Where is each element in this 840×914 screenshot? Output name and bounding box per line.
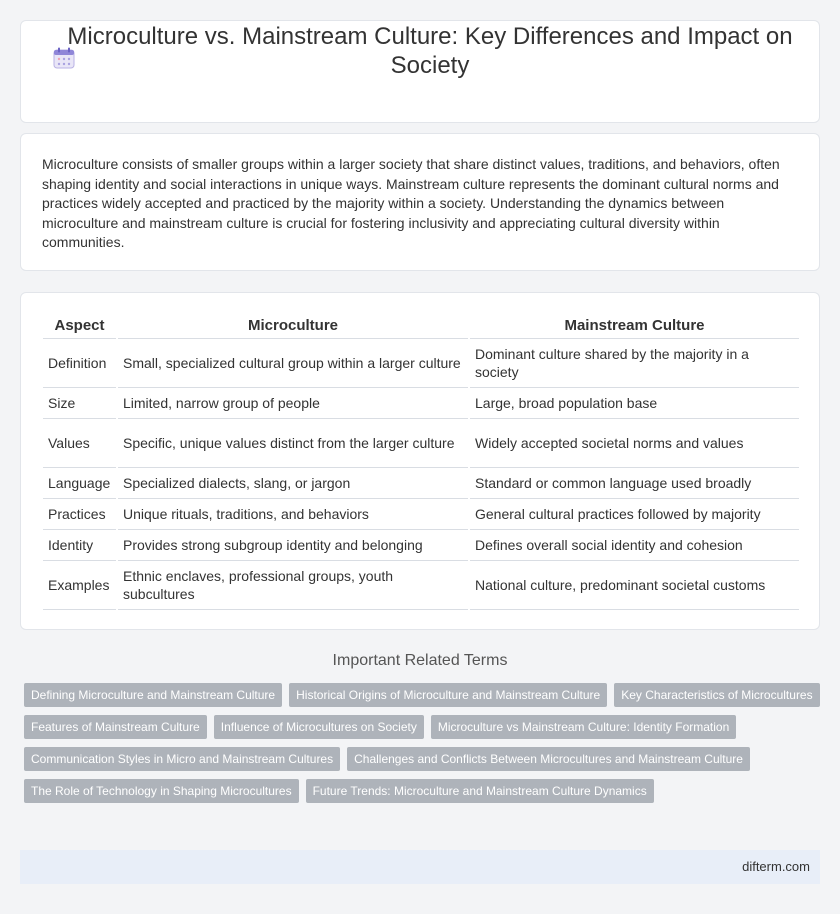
cell-microculture: Unique rituals, traditions, and behaviors (117, 498, 469, 529)
footer (20, 850, 820, 884)
related-term-tag[interactable]: Features of Mainstream Culture (24, 715, 207, 739)
comparison-table (43, 314, 799, 610)
cell-aspect: Identity (43, 529, 117, 560)
cell-aspect: Language (43, 467, 117, 498)
header-microculture: Microculture (117, 314, 469, 338)
cell-microculture: Specific, unique values distinct from the larger culture (117, 418, 469, 467)
intro-paragraph: Microculture consists of smaller groups within a larger society that share distinct values, traditions, and behaviors, often shaping identity and social interactions in unique ways. Mainstream culture represents the dominant cultural norms and practices widely accepted and practiced by the majority within a society. Understanding the dynamics between microculture and mainstream culture is crucial for fostering inclusivity and appreciating cultural diversity within communities. (42, 156, 780, 250)
table-row (43, 498, 799, 529)
cell-mainstream: Standard or common language used broadly (469, 467, 799, 498)
header-aspect: Aspect (43, 314, 117, 338)
table-row (43, 338, 799, 387)
cell-mainstream: National culture, predominant societal customs (469, 560, 799, 609)
comparison-card (20, 292, 820, 630)
table-row (43, 387, 799, 418)
cell-aspect: Values (43, 418, 117, 467)
related-terms-title: Important Related Terms (332, 652, 508, 669)
cell-mainstream: Large, broad population base (469, 387, 799, 418)
cell-microculture: Limited, narrow group of people (117, 387, 469, 418)
related-term-tag[interactable]: Influence of Microcultures on Society (214, 715, 424, 739)
related-term-tag[interactable]: The Role of Technology in Shaping Microcultures (24, 779, 299, 803)
related-term-tag[interactable]: Communication Styles in Micro and Mainstream Cultures (24, 747, 340, 771)
related-term-tag[interactable]: Microculture vs Mainstream Culture: Identity Formation (431, 715, 736, 739)
header-mainstream: Mainstream Culture (469, 314, 799, 338)
cell-microculture: Ethnic enclaves, professional groups, youth subcultures (117, 560, 469, 609)
cell-mainstream: Widely accepted societal norms and values (469, 418, 799, 467)
cell-aspect: Practices (43, 498, 117, 529)
cell-aspect: Definition (43, 338, 117, 387)
related-term-tag[interactable]: Future Trends: Microculture and Mainstream Culture Dynamics (306, 779, 654, 803)
cell-microculture: Specialized dialects, slang, or jargon (117, 467, 469, 498)
title-wrap (40, 22, 820, 80)
cell-aspect: Examples (43, 560, 117, 609)
cell-mainstream: General cultural practices followed by majority (469, 498, 799, 529)
cell-mainstream: Dominant culture shared by the majority in a society (469, 338, 799, 387)
related-term-tag[interactable]: Historical Origins of Microculture and Mainstream Culture (289, 683, 607, 707)
table-row (43, 560, 799, 609)
related-term-tag[interactable]: Defining Microculture and Mainstream Culture (24, 683, 282, 707)
related-terms-list (24, 683, 824, 803)
page-title: Microculture vs. Mainstream Culture: Key Differences and Impact on Society (67, 23, 793, 79)
related-term-tag[interactable]: Key Characteristics of Microcultures (614, 683, 819, 707)
table-header-row (43, 314, 799, 338)
table-row (43, 418, 799, 467)
intro-card (20, 133, 820, 271)
related-term-tag[interactable]: Challenges and Conflicts Between Microcultures and Mainstream Culture (347, 747, 750, 771)
footer-site-name[interactable]: difterm.com (742, 859, 810, 874)
cell-aspect: Size (43, 387, 117, 418)
cell-mainstream: Defines overall social identity and cohesion (469, 529, 799, 560)
cell-microculture: Provides strong subgroup identity and belonging (117, 529, 469, 560)
cell-microculture: Small, specialized cultural group within a larger culture (117, 338, 469, 387)
table-row (43, 467, 799, 498)
table-row (43, 529, 799, 560)
